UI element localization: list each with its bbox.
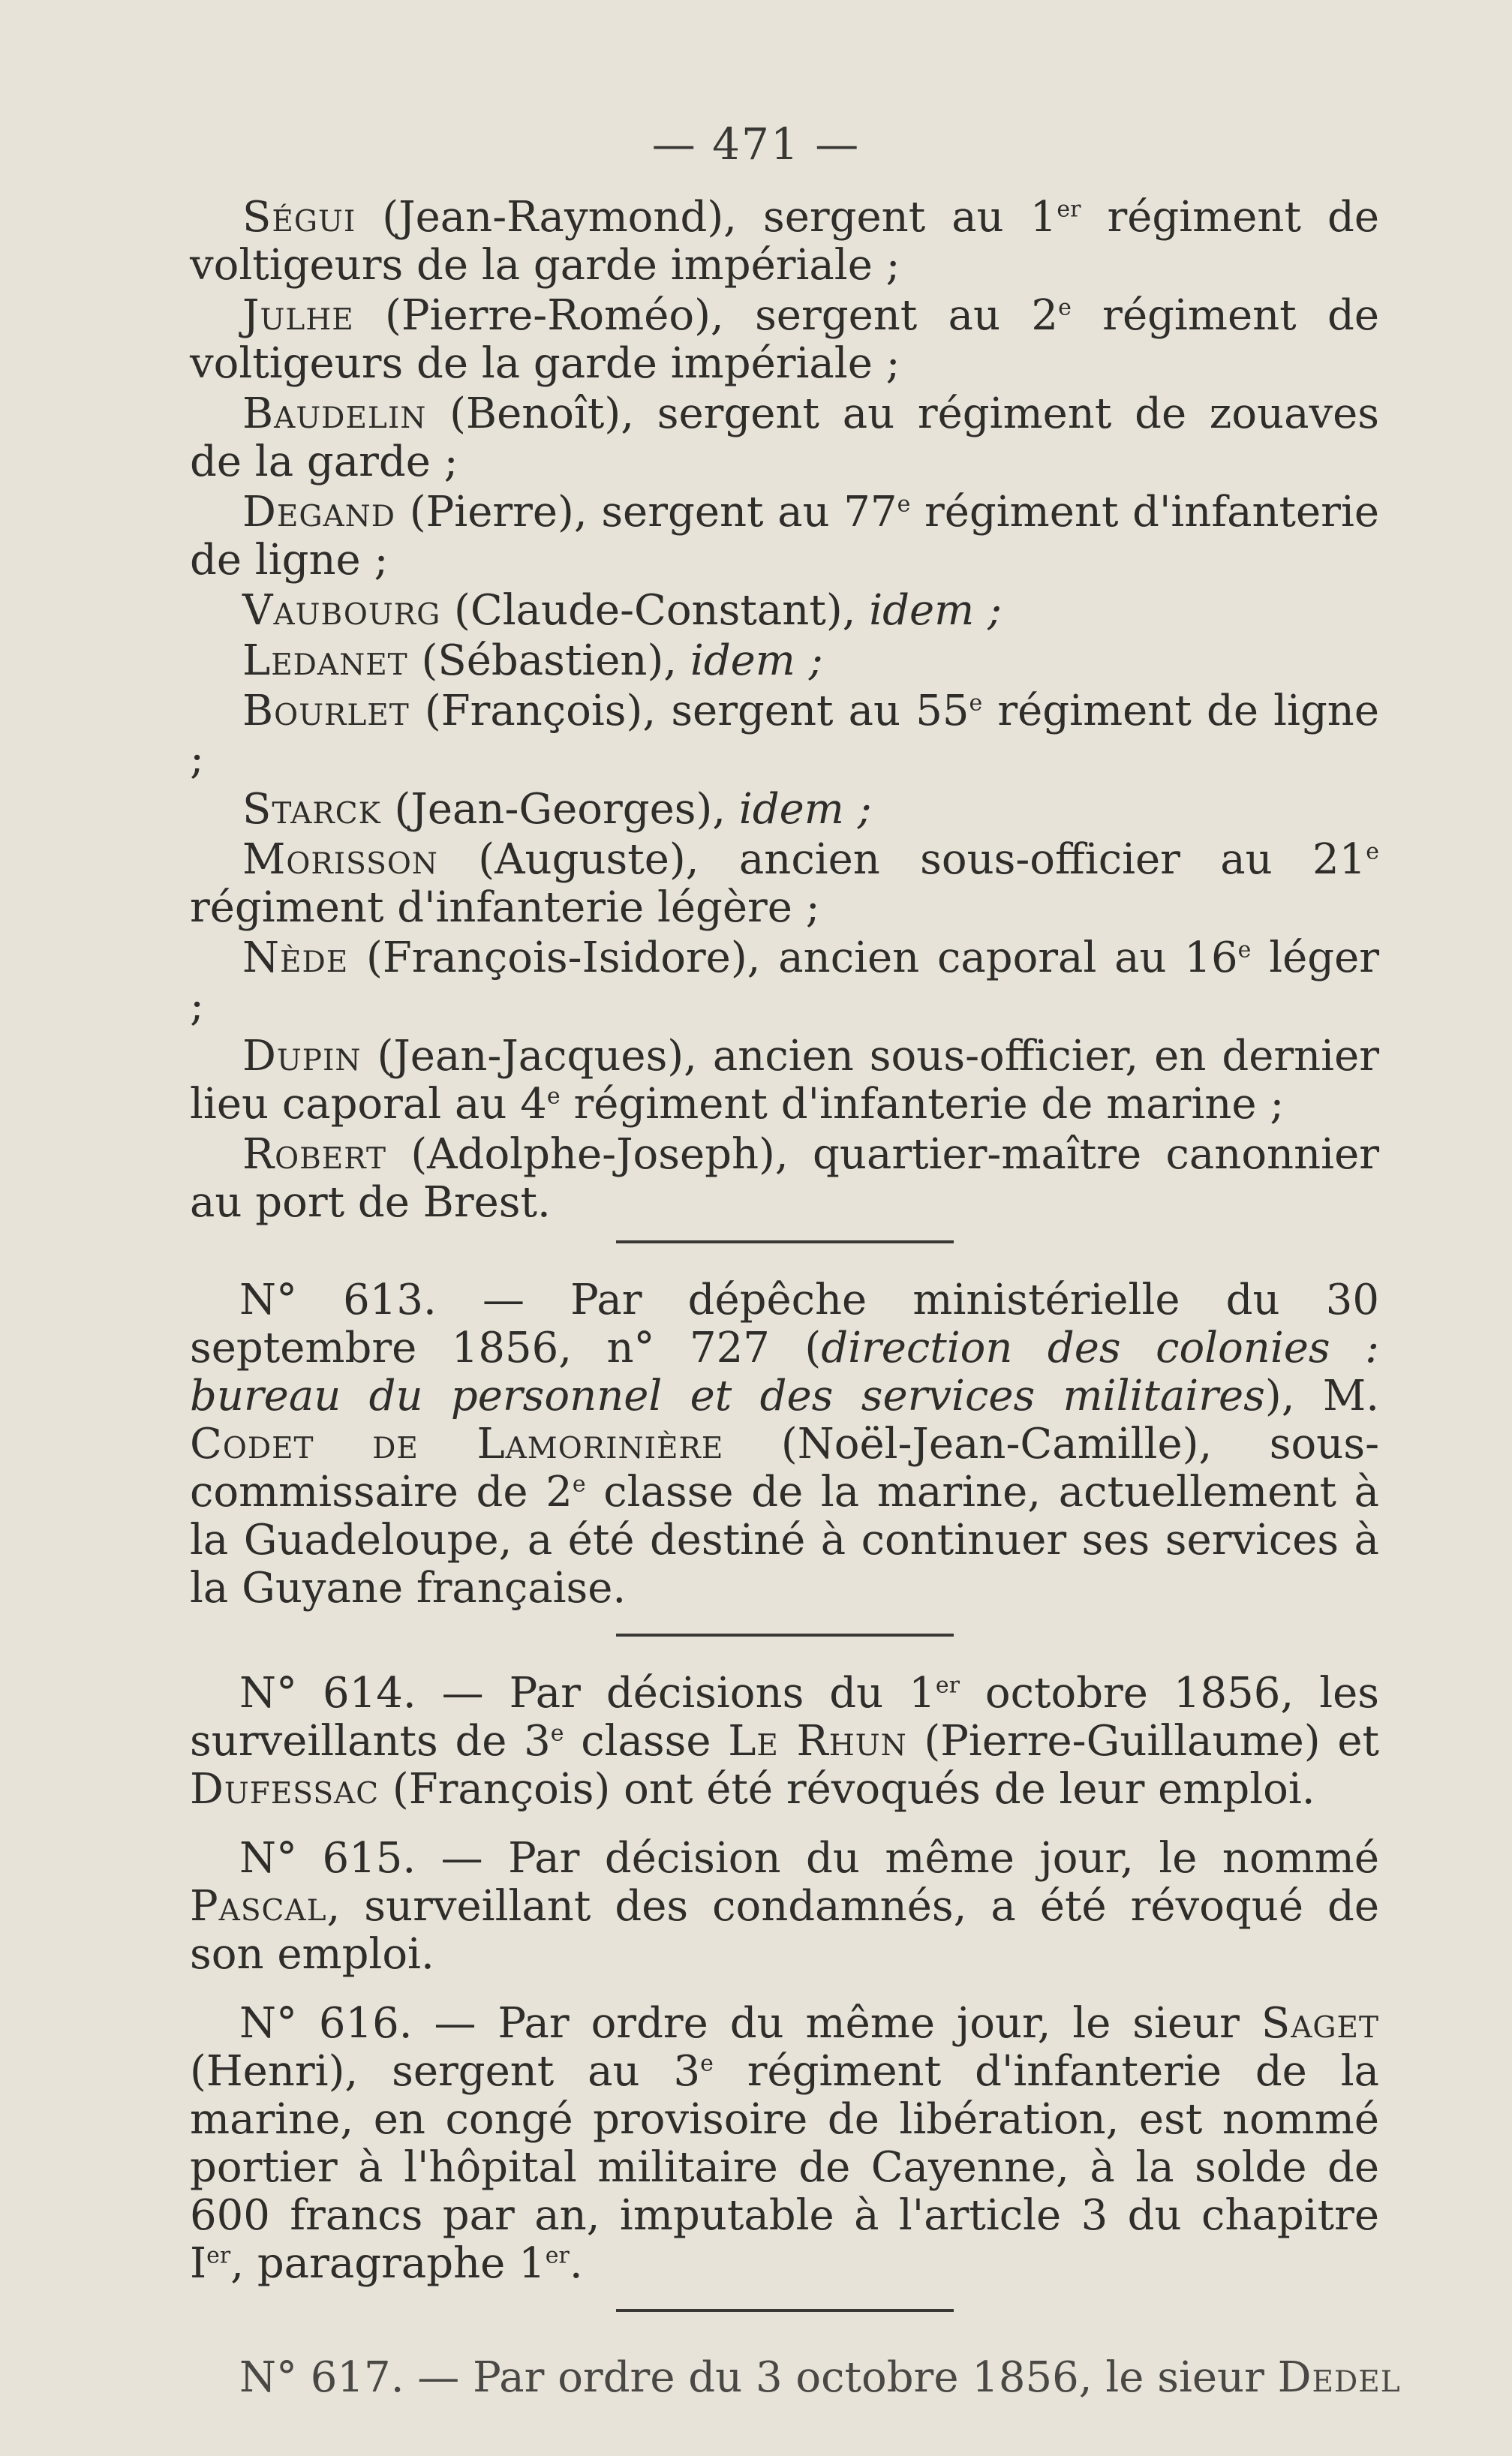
surname: Morisson [242,835,438,884]
surname: Starck [242,785,381,834]
decision-617: N° 617. — Par ordre du 3 octobre 1856, le sieur Dedel [239,2353,1401,2402]
surname: Le Rhun [728,1717,907,1766]
entry: Vaubourg (Claude-Constant), idem ; [242,586,1002,635]
decision-613: N° 613. — Par dépêche ministérielle du 30 septembre 1856, n° 727 (direction des colonies : bureau du personnel et des services militaires), M. Codet de Lamorinière (Noël-Jean-Camille), sous-commissaire de 2e classe de la marine, actuellement à la Guadeloupe, a été destiné à continuer ses services à la Guyane française. [190,1276,1379,1613]
entry: Dupin (Jean-Jacques), ancien sous-officier, en dernier lieu caporal au 4e régiment d'infanterie de marine ; [190,1032,1379,1129]
entry: Morisson (Auguste), ancien sous-officier au 21e régiment d'infanterie légère ; [190,835,1379,932]
surname: Codet de Lamorinière [190,1420,724,1468]
surname: Dedel [1277,2353,1401,2402]
entry: Starck (Jean-Georges), idem ; [242,785,872,834]
surname: Pascal [190,1882,327,1931]
section-divider [616,1634,954,1637]
surname: Ledanet [242,636,408,685]
text-body [190,193,1401,2444]
entry: Nède (François-Isidore), ancien caporal au 16e léger ; [190,933,1379,1030]
section-divider [616,2309,954,2312]
entry: Ségui (Jean-Raymond), sergent au 1er régiment de voltigeurs de la garde impériale ; [190,193,1380,290]
entry: Julhe (Pierre-Roméo), sergent au 2e régiment de voltigeurs de la garde impériale ; [190,291,1379,388]
surname: Vaubourg [242,586,441,635]
surname: Bourlet [242,687,410,735]
entry: Robert (Adolphe-Joseph), quartier-maître canonnier au port de Brest. [190,1130,1379,1227]
entry: Degand (Pierre), sergent au 77e régiment d'infanterie de ligne ; [190,488,1379,585]
decision-616: N° 616. — Par ordre du même jour, le sieur Saget (Henri), sergent au 3e régiment d'infanterie de la marine, en congé provisoire de libération, est nommé portier à l'hôpital militaire de Cayenne, à la solde de 600 francs par an, imputable à l'article 3 du chapitre Ier, paragraphe 1er. [190,1999,1379,2288]
surname: Saget [1261,1999,1379,2048]
page-number: — 471 — [651,119,861,170]
entry: Ledanet (Sébastien), idem ; [242,636,823,685]
surname: Baudelin [242,389,427,438]
surname: Robert [242,1130,386,1179]
section-divider [616,1240,954,1243]
entry: Bourlet (François), sergent au 55e régiment de ligne ; [190,687,1380,783]
surname: Dupin [242,1032,362,1081]
surname: Julhe [242,291,354,340]
surname: Dufessac [190,1765,380,1814]
entry: Baudelin (Benoît), sergent au régiment de zouaves de la garde ; [190,389,1379,486]
surname: Ségui [242,193,356,242]
decision-614: N° 614. — Par décisions du 1er octobre 1856, les surveillants de 3e classe Le Rhun (Pierre-Guillaume) et Dufessac (François) ont été révoqués de leur emploi. [190,1669,1379,1814]
surname: Nède [242,933,349,982]
surname: Degand [242,488,396,537]
decision-615: N° 615. — Par décision du même jour, le nommé Pascal, surveillant des condamnés, a été révoqué de son emploi. [190,1834,1379,1979]
